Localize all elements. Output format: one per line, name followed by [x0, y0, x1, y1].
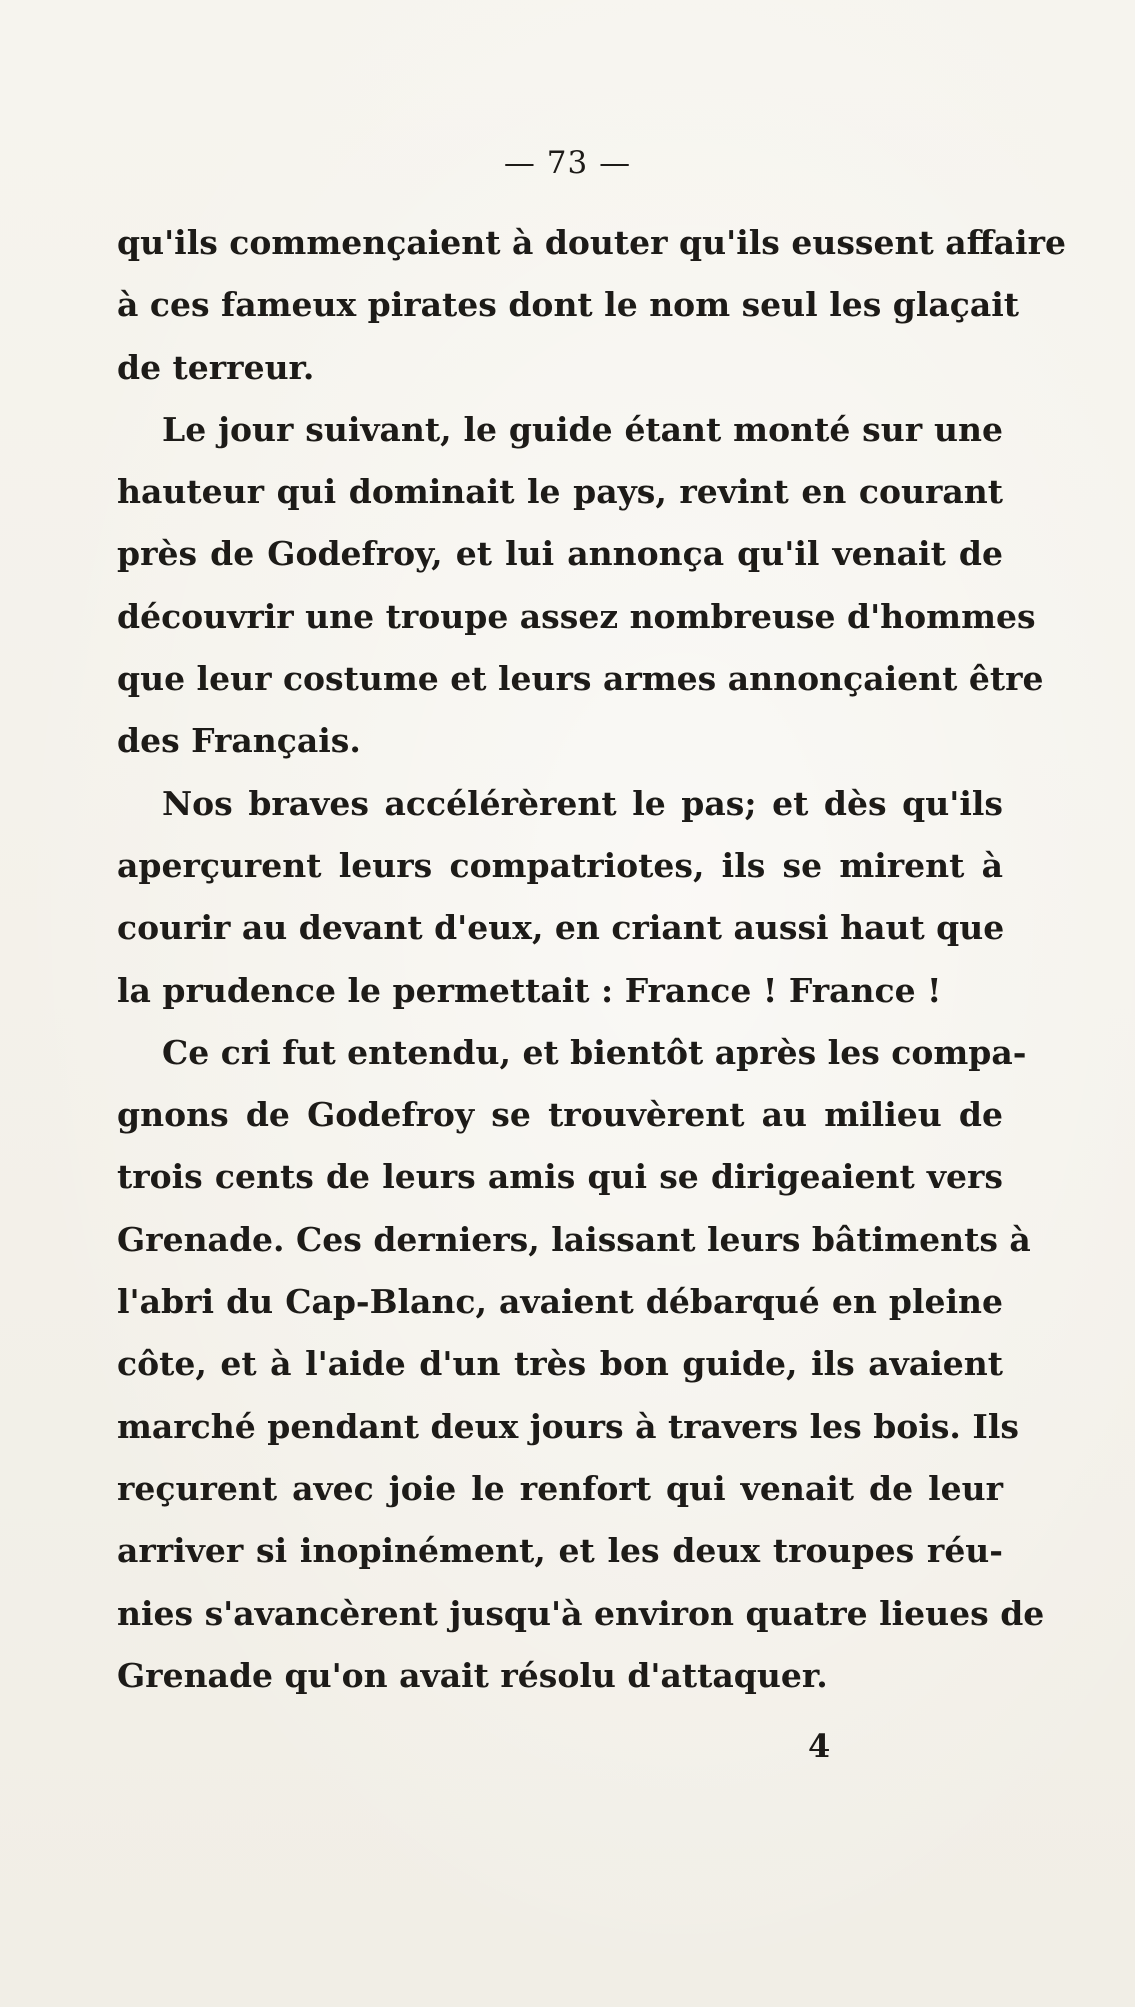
paragraph-start-line: Ce cri fut entendu, et bientôt après les compa- [162, 1032, 1027, 1072]
text-line: près de Godefroy, et lui annonça qu'il venait de [117, 534, 1003, 574]
text-line: courir au devant d'eux, en criant aussi haut que [117, 908, 1005, 948]
text-line: des Français. [117, 721, 361, 761]
text-line: aperçurent leurs compatriotes, ils se mirent à [117, 845, 1003, 885]
text-line: l'abri du Cap-Blanc, avaient débarqué en pleine [117, 1282, 1003, 1322]
text-line: hauteur qui dominait le pays, revint en courant [117, 472, 1003, 512]
text-line: trois cents de leurs amis qui se dirigeaient vers [117, 1157, 1003, 1197]
text-line: nies s'avancèrent jusqu'à environ quatre lieues de [117, 1593, 1045, 1633]
text-line: découvrir une troupe assez nombreuse d'hommes [117, 596, 1036, 636]
text-line: arriver si inopinément, et les deux troupes réu- [117, 1531, 1003, 1571]
text-line: côte, et à l'aide d'un très bon guide, ils avaient [117, 1344, 1003, 1384]
text-line: reçurent avec joie le renfort qui venait de leur [117, 1468, 1003, 1508]
text-line: de terreur. [117, 347, 315, 387]
signature-mark: 4 [808, 1727, 831, 1765]
text-line: à ces fameux pirates dont le nom seul les glaçait [117, 285, 1020, 325]
text-line: que leur costume et leurs armes annonçaient être [117, 659, 1044, 699]
paragraph-start-line: Nos braves accélérèrent le pas; et dès qu'ils [162, 783, 1003, 823]
text-line: gnons de Godefroy se trouvèrent au milieu de [117, 1095, 1003, 1135]
text-line: marché pendant deux jours à travers les bois. Ils [117, 1406, 1019, 1446]
page-number: — 73 — [503, 145, 632, 181]
body-text [117, 212, 1066, 1707]
text-line: Grenade. Ces derniers, laissant leurs bâtiments à [117, 1219, 1031, 1259]
text-line: la prudence le permettait : France ! France ! [117, 970, 942, 1010]
paragraph-start-line: Le jour suivant, le guide étant monté sur une [162, 409, 1003, 449]
text-line: Grenade qu'on avait résolu d'attaquer. [117, 1655, 828, 1695]
text-line: qu'ils commençaient à douter qu'ils eussent affaire [117, 223, 1066, 262]
